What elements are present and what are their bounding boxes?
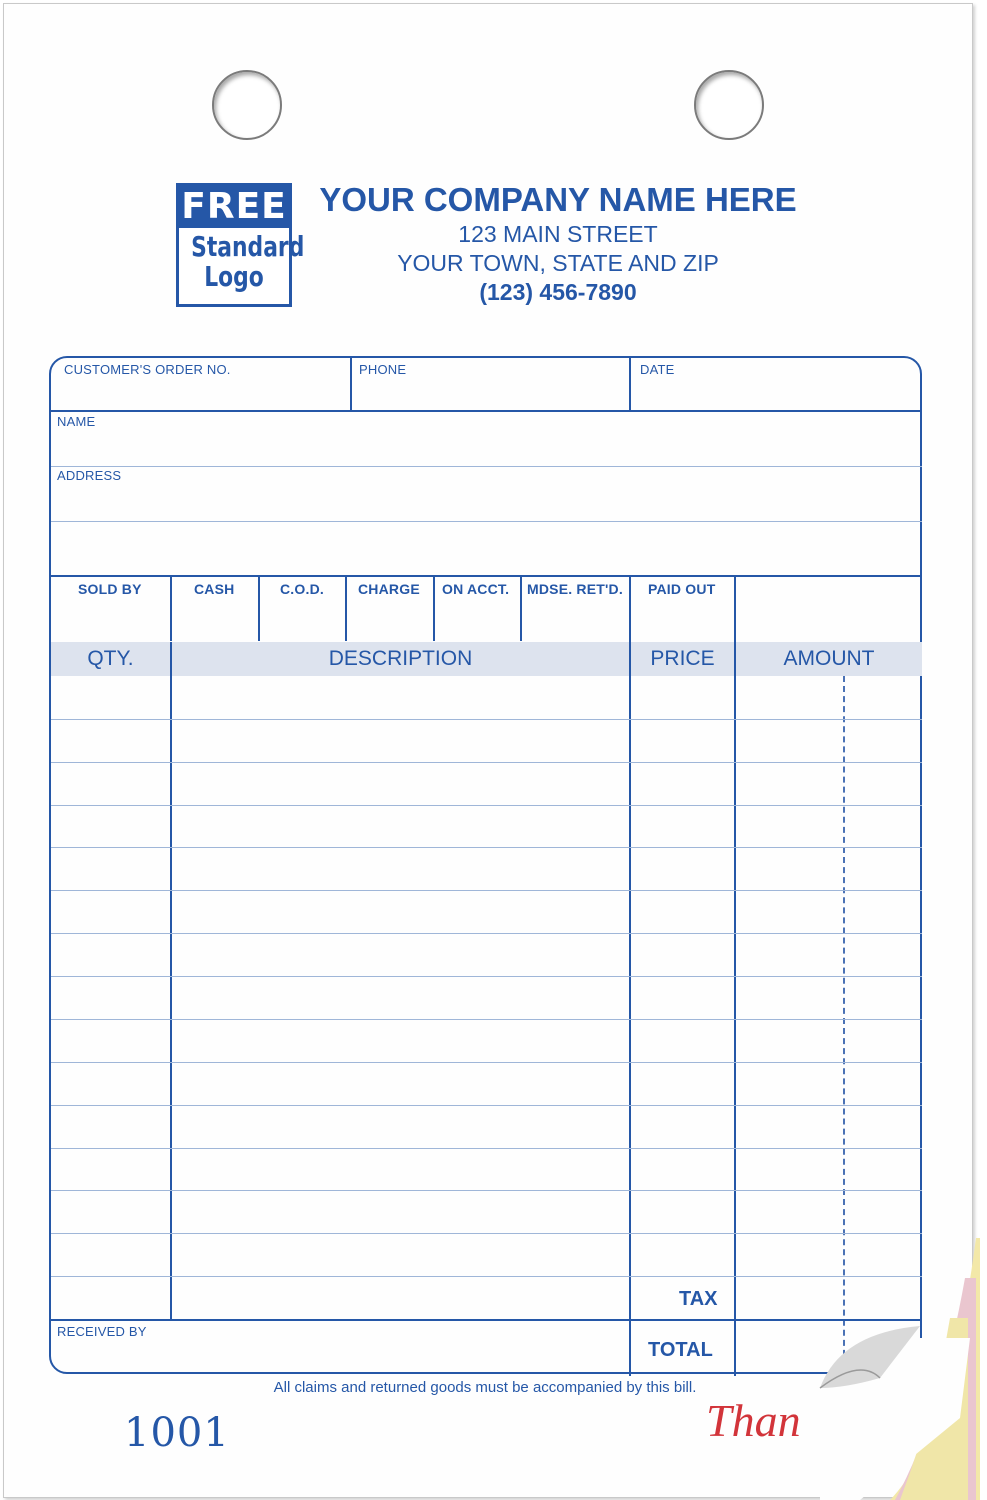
item-row-line [51,890,922,891]
item-row-line [51,1233,922,1234]
item-row-line [51,1105,922,1106]
serial-number: 1001 [124,1410,230,1456]
item-row-line [51,1019,922,1020]
binding-hole-right [694,70,764,140]
company-header [308,180,808,307]
item-row-line [51,805,922,806]
on-acct-label: ON ACCT. [442,581,510,597]
received-by-label: RECEIVED BY [57,1324,147,1339]
company-street: 123 MAIN STREET [458,221,658,247]
sold-by-label: SOLD BY [78,581,142,597]
order-no-label: CUSTOMER'S ORDER NO. [64,362,231,377]
item-row-line [51,1062,922,1063]
name-field[interactable] [51,430,922,464]
logo [176,183,305,307]
sales-form [49,356,922,1374]
logo-line-1: Standard [191,230,305,263]
cod-label: C.O.D. [280,581,324,597]
phone-label: PHONE [359,362,407,377]
mdse-label: MDSE. RET'D. [527,581,623,597]
price-header: PRICE [650,647,715,670]
logo-free-text: FREE [179,186,289,228]
date-field[interactable] [631,378,921,408]
item-row-line [51,1190,922,1191]
item-row-line [51,762,922,763]
qty-header: QTY. [87,647,134,670]
total-label: TOTAL [648,1339,713,1361]
received-by-field[interactable] [51,1340,627,1372]
name-label: NAME [57,414,96,429]
order-no-field[interactable] [51,378,348,408]
item-row-line [51,976,922,977]
binding-hole-left [212,70,282,140]
company-phone: (123) 456-7890 [479,279,637,305]
address-field[interactable] [51,484,922,572]
company-name: YOUR COMPANY NAME HERE [319,181,797,218]
thank-you-script: Than [706,1395,801,1446]
item-row-line [51,933,922,934]
item-row-line [51,847,922,848]
item-row-line [51,1276,922,1277]
cash-label: CASH [194,581,235,597]
claims-notice: All claims and returned goods must be accompanied by this bill. [273,1379,697,1396]
logo-line-2: Logo [204,260,264,293]
amount-header: AMOUNT [783,647,875,670]
tax-label: TAX [679,1288,718,1310]
paid-out-label: PAID OUT [648,581,716,597]
item-row-line [51,719,922,720]
phone-field[interactable] [352,378,628,408]
description-header: DESCRIPTION [328,647,473,670]
item-row-line [51,1148,922,1149]
charge-label: CHARGE [358,581,420,597]
date-label: DATE [640,362,675,377]
company-city: YOUR TOWN, STATE AND ZIP [397,250,719,276]
address-label: ADDRESS [57,468,122,483]
carbon-copies-curl [800,1238,980,1500]
